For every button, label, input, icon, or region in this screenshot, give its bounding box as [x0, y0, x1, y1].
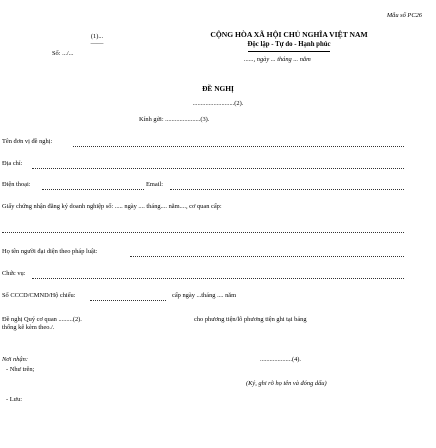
recipient-1: - Như trên; [6, 366, 35, 373]
id-number-dots [90, 300, 166, 301]
request-text-b: cho phương tiện/lô phương tiện ghi tại bảng [194, 316, 307, 323]
request-text-a: Đề nghị Quý cơ quan .........(2). [2, 316, 82, 323]
id-number-label: Số CCCD/CMND/Hộ chiếu: [2, 292, 76, 299]
legal-rep-dots [130, 256, 404, 257]
date-line: ......, ngày ... tháng ... năm [244, 56, 311, 63]
position-dots [32, 278, 404, 279]
motto: Độc lập - Tự do - Hạnh phúc [247, 41, 331, 48]
email-label: Email: [146, 181, 164, 188]
phone-dots [42, 189, 144, 190]
recipient-2: - Lưu: [6, 396, 23, 403]
sign-note: (Ký, ghi rõ họ tên và đóng dấu) [246, 380, 327, 387]
phone-label: Điện thoại: [2, 181, 31, 188]
agency-rule: —— [90, 40, 104, 47]
unit-name-dots [73, 146, 404, 147]
position-label: Chức vụ: [2, 270, 26, 277]
nation-title: CỘNG HÒA XÃ HỘI CHỦ NGHĨA VIỆT NAM [210, 30, 368, 39]
document-subtitle: ..........................(2). [192, 100, 244, 107]
address-dots [32, 168, 404, 169]
recipients-label: Nơi nhận: [2, 356, 28, 363]
address-label: Địa chỉ: [2, 160, 23, 167]
signer-placeholder: ....................(4). [260, 356, 302, 363]
motto-underline [248, 51, 330, 52]
request-text-c: thống kê kèm theo./. [2, 324, 55, 331]
document-title: ĐỀ NGHỊ [202, 84, 234, 93]
document-number: Số: .../... [52, 50, 74, 57]
business-cert-dots [2, 232, 404, 233]
addressee-line: Kính gửi: ......................(3). [139, 116, 210, 123]
unit-name-label: Tên đơn vị đề nghị: [2, 138, 53, 145]
email-dots [170, 189, 404, 190]
business-cert-label: Giấy chứng nhận đăng ký doanh nghiệp số: ..... ngày .... tháng.... năm...., cơ quan cấp: [2, 203, 222, 210]
agency-placeholder: (1)... [90, 33, 104, 40]
legal-rep-label: Họ tên người đại diện theo pháp luật: [2, 248, 98, 255]
form-code: Mẫu số PC26 [386, 12, 422, 19]
id-issued-label: cấp ngày ...tháng .... năm [172, 292, 237, 299]
